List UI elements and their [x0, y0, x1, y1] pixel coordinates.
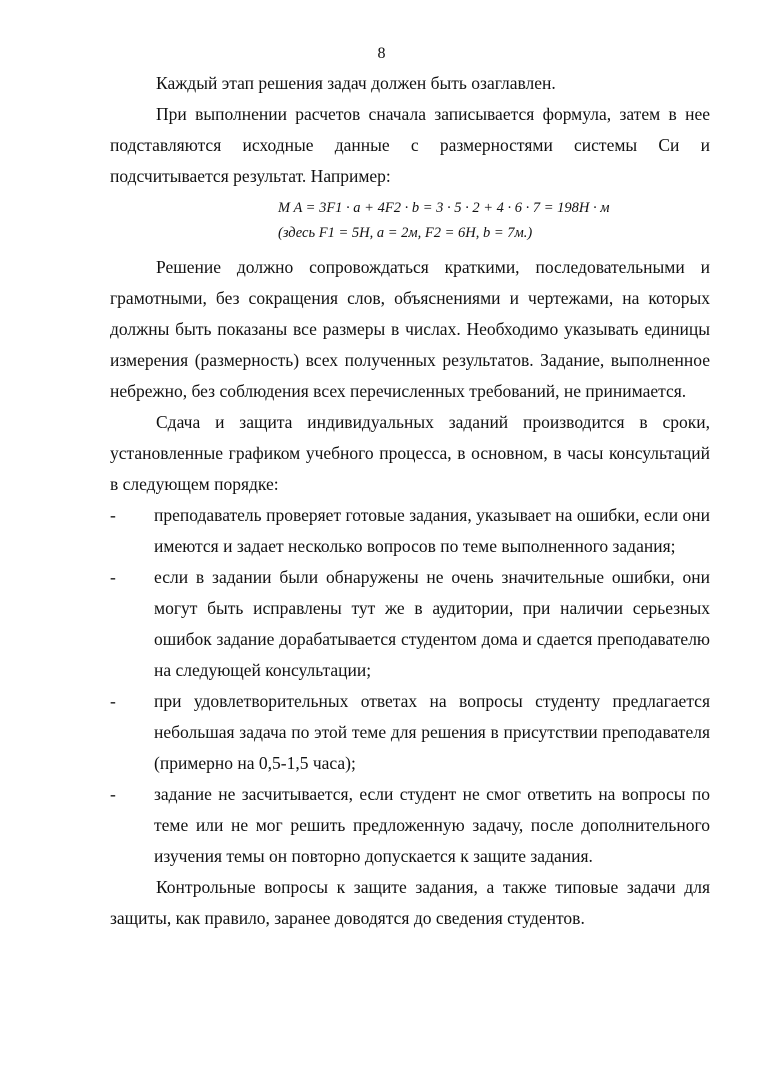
formula-line-2: (здесь F1 = 5H, a = 2м, F2 = 6H, b = 7м.)	[278, 225, 533, 241]
paragraph-calculation-rule: При выполнении расчетов сначала записывается формула, затем в нее подставляются исходные данные с размерностями системы Си и подсчитывается результат. Например:	[110, 104, 710, 186]
list-item	[110, 779, 710, 872]
list-marker: -	[110, 784, 116, 804]
paragraph-solution-requirements: Решение должно сопровождаться краткими, последовательными и грамотными, без сокращения слов, объяснениями и чертежами, на которых должны быть показаны все размеры в числах. Необходимо указывать единицы измерения (размерность) всех полученных результатов. Задание, выполненное небрежно, без соблюдения всех перечисленных требований, не принимается.	[110, 257, 710, 401]
list-item-text: если в задании были обнаружены не очень значительные ошибки, они могут быть исправлены тут же в аудитории, при наличии серьезных ошибок задание дорабатывается студентом дома и сдается преподавателю на следующей консультации;	[154, 567, 710, 680]
list-item	[110, 500, 710, 562]
procedure-list	[110, 500, 710, 872]
paragraph-submission-procedure: Сдача и защита индивидуальных заданий производится в сроки, установленные графиком учебного процесса, в основном, в часы консультаций в следующем порядке:	[110, 412, 710, 494]
list-item-text: задание не засчитывается, если студент не смог ответить на вопросы по теме или не мог решить предложенную задачу, после дополнительного изучения темы он повторно допускается к защите задания.	[154, 784, 710, 866]
list-item-text: преподаватель проверяет готовые задания, указывает на ошибки, если они имеются и задает несколько вопросов по теме выполненного задания;	[154, 505, 710, 556]
list-item-text: при удовлетворительных ответах на вопросы студенту предлагается небольшая задача по этой теме для решения в присутствии преподавателя (примерно на 0,5-1,5 часа);	[154, 691, 710, 773]
page-content	[110, 68, 710, 934]
list-item	[110, 686, 710, 779]
paragraph-control-questions: Контрольные вопросы к защите задания, а также типовые задачи для защиты, как правило, заранее доводятся до сведения студентов.	[110, 877, 710, 928]
page-number: 8	[377, 45, 386, 62]
paragraph-heading-rule: Каждый этап решения задач должен быть озаглавлен.	[156, 73, 556, 93]
list-marker: -	[110, 505, 116, 525]
list-marker: -	[110, 567, 116, 587]
formula-line-1: M A = 3F1 · a + 4F2 · b = 3 · 5 · 2 + 4 · 6 · 7 = 198H · м	[278, 200, 610, 216]
formula-block	[110, 192, 710, 252]
list-marker: -	[110, 691, 116, 711]
list-item	[110, 562, 710, 686]
